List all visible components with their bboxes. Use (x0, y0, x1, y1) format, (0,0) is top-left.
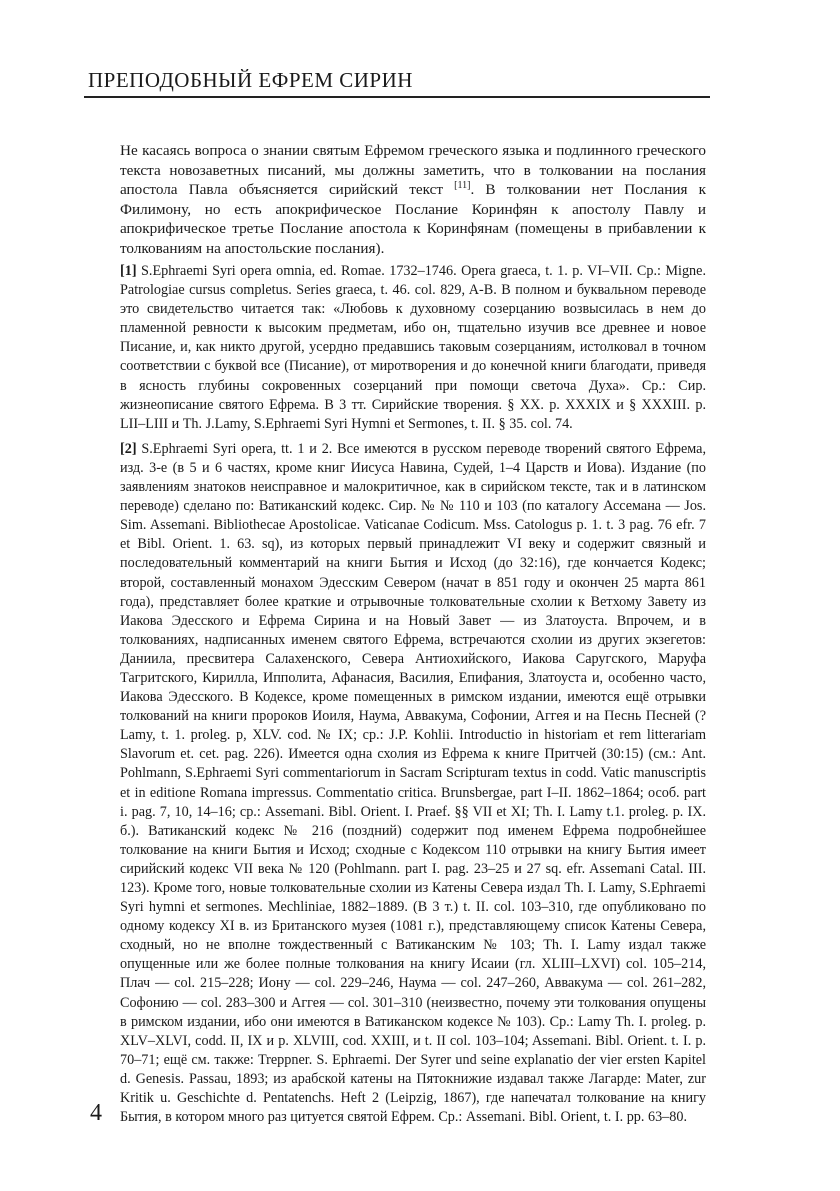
footnote-text: S.Ephraemi Syri opera omnia, ed. Romae. 1732–1746. Opera graeca, t. 1. p. VI–VII. Ср.: Migne. Patrologiae cursus completus. Series graeca, t. 46. col. 829, A-B. В полном и буквальном переводе это свидетельство читается так: «Любовь к духовному созерцанию возвысилась в нем до пламенной ревности к высоким предметам, ибо он, тщательно изучив все древнее и новое Писание, и, как никто другой, усердно предавшись таковым созерцаниям, истолковал в точном соответствии с буквой все (Писание), от миротворения и до конечной книги благодати, приведя в ясность глубины сокровенных созерцаний при помощи светоча Духа». Ср.: Сир. жизнеописание святого Ефрема. В 3 тт. Сирийские творения. § XX. p. XXXIX и § XXXIII. p. LII–LIII и Th. J.Lamy, S.Ephraemi Syri Hymni et Sermones, t. II. § 35. col. 74. (120, 263, 706, 432)
footnotes-section (120, 262, 706, 1133)
footnote-marker[interactable]: [2] (120, 440, 137, 457)
paragraph-text-part-2: . В толковании нет Послания к Филимону, но есть апокрифическое Послание Коринфян к апостолу Павлу и апокрифическое третье Послание апостола к Коринфянам (помещены в прибавлении к толкованиям на апостольские послания). (120, 181, 707, 257)
header-divider (84, 96, 710, 98)
page-number: 4 (90, 1100, 102, 1126)
footnote-text: S.Ephraemi Syri opera, tt. 1 и 2. Все имеются в русском переводе творений святого Ефрема, изд. 3-е (в 5 и 6 частях, кроме книг Иисуса Навина, Судей, 1–4 Царств и Иова). Издание (по заявлениям знатоков неисправное и малокритичное, как в сирийском тексте, так и в латинском переводе) сделано по: Ватиканский кодекс. Сир. № № 110 и 103 (по каталогу Ассемана — Jos. Sim. Assemani. Bibliothecae Apostolicae. Vaticanae Codicum. Mss. Catologus p. 1. t. 3 pag. 76 efr. 7 et Bibl. Orient. 1. 63. sq), из которых первый принадлежит VI веку и содержит связный и последовательный комментарий на книги Бытия и Исход (до 32:16), где кончается Кодекс; второй, составленный монахом Эдесским Севером (начат в 851 году и окончен 25 марта 861 года), представляет более краткие и отрывочные толковательные схолии к Ветхому Завету из Иакова Эдесского и Ефрема Сирина и на Новый Завет — из Златоуста. Впрочем, и в толкованиях, надписанных именем святого Ефрема, встречаются схолии из других экзегетов: Даниила, пресвитера Салахенского, Севера Антиохийского, Иакова Саругского, Маруфа Тагритского, Кирилла, Ипполита, Афанасия, Василия, Епифания, Златоуста и, особенно часто, Иакова Эдесского. В Кодексе, кроме помещенных в римском издании, имеются ещё отрывки толкований на книги пророков Иоиля, Наума, Аввакума, Софонии, Аггея и на Песнь Песней (? Lamy, t. 1. proleg. p, XLV. cod. № IX; ср.: J.P. Kohlii. Introductio in historiam et rem litterariam Slavorum et. cet. pag. 226). Имеется одна схолия из Ефрема к книге Притчей (30:15) (см.: Ant. Pohlmann, S.Ephraemi Syri commentariorum in Sacram Scripturam textus in codd. Vatic manuscriptis et in editione Romana impressus. Commentatio critica. Brunsbergae, part I–II. 1862–1864; особ. part i. pag. 7, 10, 14–16; ср.: Assemani. Bibl. Orient. I. Praef. §§ VII et XI; Th. I. Lamy t.1. proleg. p. IX. б.). Ватиканский кодекс № 216 (поздний) содержит под именем Ефрема подробнейшее толкование на книги Бытия и Исход; сходные с Кодексом 110 отрывки на книгу Бытия имеет сирийский кодекс VII века № 120 (Pohlmann. part I. pag. 23–25 и 27 sq. efr. Assemani Catal. III. 123). Кроме того, новые толковательные схолии из Катены Севера издал Th. I. Lamy, S.Ephraemi Syri hymni et sermones. Mechliniae, 1882–1889. (В 3 т.) t. II. col. 103–310, где опубликовано по одному кодексу XI в. из Британского музея (1081 г.), представляющему список Катены Севера, сходный, но не вполне тождественный с Ватиканским № 103; Th. I. Lamy издал также опущенные или же более полные толкования на книгу Исаии (гл. XLIII–LXVI) col. 105–214, Плач — col. 215–228; Иону — col. 229–246, Наума — col. 247–260, Аввакума — col. 261–282, Софонию — col. 283–300 и Аггея — col. 301–310 (неизвестно, почему эти толкования опущены в римском издании, ибо они имеются в Ватиканском кодексе № 103). Ср.: Lamy Th. I. proleg. p. XLV–XLVI, codd. II, IX и p. XLVIII, cod. XXIII, и t. II col. 103–104; Assemani. Bibl. Orient. t. I. p. 70–71; ещё см. также: Treppner. S. Ephraemi. Der Syrer und seine explanatio der vier ersten Kapitel d. Genesis. Passau, 1893; из арабской катены на Пятокнижие издавал также Лагарде: Mater, zur Kritik u. Geschichte d. Pentatenchs. Heft 2 (Leipzig, 1867), где напечатал толкование на книгу Бытия, в котором много раз цитуется святой Ефрем. Ср.: Assemani. Bibl. Orient, t. I. pp. 63–80. (120, 440, 706, 1126)
main-paragraph (120, 141, 706, 258)
footnote-1 (120, 262, 706, 434)
running-header-title: ПРЕПОДОБНЫЙ ЕФРЕМ СИРИН (88, 68, 413, 92)
paragraph-text-part-1: Не касаясь вопроса о знании святым Ефремом греческого языка и подлинного греческого текста новозаветных писаний, мы должны заметить, что в толковании на послания апостола Павла объясняется сирийский текст (120, 142, 706, 199)
footnote-2 (120, 440, 706, 1127)
footnote-marker[interactable]: [1] (120, 263, 137, 279)
reference-marker[interactable]: [11] (454, 180, 471, 192)
